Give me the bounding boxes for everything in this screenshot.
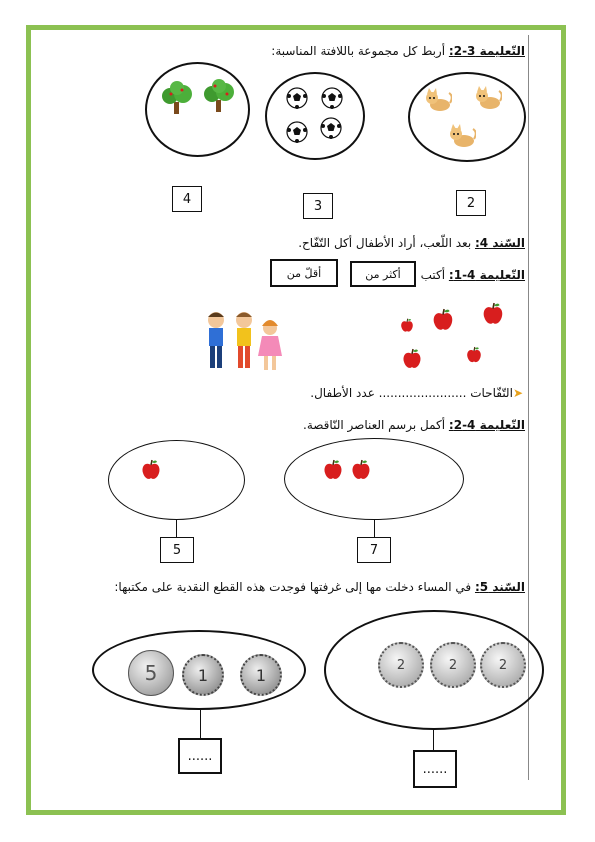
coin-icon: 2: [480, 642, 526, 688]
choice-more-than[interactable]: أكثر من: [350, 261, 416, 287]
doc-5-text: السّند 5: في المساء دخلت مها إلى غرفتها فوجدت هذه القطع النقدية على مكتبها:: [114, 580, 525, 594]
apple-icon: [402, 348, 422, 370]
soccer-ball-icon: [320, 86, 344, 110]
coin-group-left[interactable]: [92, 630, 306, 710]
group-balls[interactable]: [265, 72, 365, 160]
arrow-bullet-icon: ➤: [512, 386, 523, 400]
tree-icon: [159, 80, 195, 116]
coin-icon: 5: [128, 650, 174, 696]
soccer-ball-icon: [285, 86, 309, 110]
coin-icon: 1: [240, 654, 282, 696]
coin-group-right[interactable]: [324, 610, 544, 730]
apple-icon: [466, 346, 482, 364]
apple-icon: [141, 459, 161, 481]
number-box[interactable]: 2: [456, 190, 486, 216]
cat-icon: [424, 88, 452, 114]
tree-icon: [201, 78, 237, 114]
set-right[interactable]: [284, 438, 464, 520]
connector-line: [374, 520, 375, 538]
number-box[interactable]: 7: [357, 537, 391, 563]
group-cats[interactable]: [408, 72, 526, 162]
apple-icon: [351, 459, 371, 481]
sentence-4-1[interactable]: ➤التّفّاحات ....................... عدد الأطفال.: [310, 386, 523, 400]
answer-box[interactable]: ......: [178, 738, 222, 774]
group-trees[interactable]: [145, 62, 250, 157]
apple-icon: [400, 318, 414, 333]
connector-line: [433, 730, 434, 750]
apple-icon: [323, 459, 343, 481]
apple-icon: [482, 302, 504, 326]
set-left[interactable]: [108, 440, 245, 520]
soccer-ball-icon: [285, 120, 309, 144]
cat-icon: [448, 124, 476, 150]
number-box[interactable]: 4: [172, 186, 202, 212]
coin-icon: 1: [182, 654, 224, 696]
number-box[interactable]: 3: [303, 193, 333, 219]
doc-4-text: السّند 4: بعد اللّعب، أراد الأطفال أكل التّفّاح.: [298, 236, 525, 250]
apple-icon: [432, 308, 454, 332]
children-icon: [198, 308, 290, 374]
connector-line: [176, 520, 177, 538]
cat-icon: [474, 86, 502, 112]
answer-box[interactable]: ......: [413, 750, 457, 788]
task-4-2-instruction: التّعليمة 4-2: أكمل برسم العناصر النّاقصة.: [303, 418, 525, 432]
connector-line: [200, 710, 201, 738]
choice-less-than[interactable]: أقلّ من: [270, 259, 338, 287]
soccer-ball-icon: [319, 116, 343, 140]
task-3-2-instruction: التّعليمة 3-2: أربط كل مجموعة باللافتة المناسبة:: [271, 44, 525, 58]
number-box[interactable]: 5: [160, 537, 194, 563]
coin-icon: 2: [430, 642, 476, 688]
task-4-1-instruction: التّعليمة 4-1: أكتب: [420, 268, 525, 282]
coin-icon: 2: [378, 642, 424, 688]
